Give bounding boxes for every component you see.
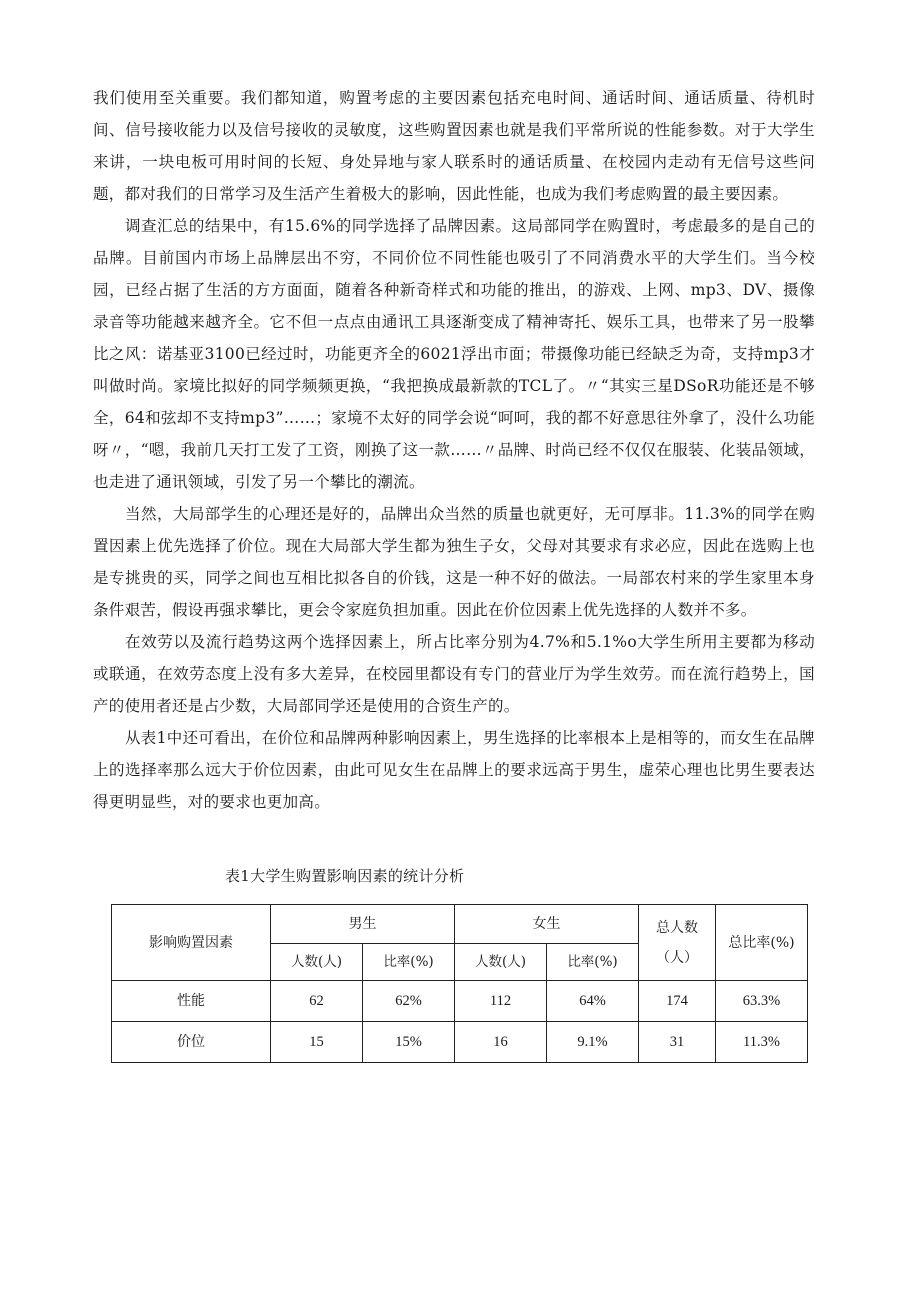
header-male-count: 人数(人) — [271, 944, 363, 981]
statistics-table — [111, 904, 808, 1063]
row-male-count: 62 — [271, 981, 363, 1022]
row-factor: 性能 — [112, 981, 271, 1022]
row-male-count: 15 — [271, 1022, 363, 1063]
document-body — [93, 82, 815, 818]
paragraph-gender-comparison: 从表1中还可看出，在价位和品牌两种影响因素上，男生选择的比率根本上是相等的，而女生在品牌上的选择率那么远大于价位因素，由此可见女生在品牌上的要求远高于男生，虚荣心理也比男生要表达得更明显些，对的要求也更加高。 — [93, 729, 815, 811]
row-male-rate: 62% — [363, 981, 455, 1022]
row-female-rate: 9.1% — [547, 1022, 639, 1063]
row-factor: 价位 — [112, 1022, 271, 1063]
table-caption: 表1大学生购置影响因素的统计分析 — [225, 867, 465, 885]
row-total-rate: 11.3% — [716, 1022, 808, 1063]
paragraph-service-trend: 在效劳以及流行趋势这两个选择因素上，所占比率分别为4.7%和5.1%o大学生所用主要都为移动或联通，在效劳态度上没有多大差异，在校园里都设有专门的营业厅为学生效劳。而在流行趋势上，国产的使用者还是占少数，大局部同学还是使用的合资生产的。 — [93, 633, 815, 715]
paragraph-brand: 调查汇总的结果中，有15.6%的同学选择了品牌因素。这局部同学在购置时，考虑最多的是自己的品牌。目前国内市场上品牌层出不穷，不同价位不同性能也吸引了不同消费水平的大学生们。当今校园，已经占据了生活的方方面面，随着各种新奇样式和功能的推出，的游戏、上网、mp3、DV、摄像录音等功能越来越齐全。它不但一点点由通讯工具逐渐变成了精神寄托、娱乐工具，也带来了另一股攀比之风：诺基亚3100已经过时，功能更齐全的6021浮出市面；带摄像功能已经缺乏为奇，支持mp3才叫做时尚。家境比拟好的同学频频更换，“我把换成最新款的TCL了。〃“其实三星DSoR功能还是不够全，64和弦却不支持mp3”……；家境不太好的同学会说“呵呵，我的都不好意思往外拿了，没什么功能呀〃，“嗯，我前几天打工发了工资，刚换了这一款……〃品牌、时尚已经不仅仅在服装、化装品领域，也走进了通讯领域，引发了另一个攀比的潮流。 — [93, 217, 815, 491]
row-male-rate: 15% — [363, 1022, 455, 1063]
header-factor: 影响购置因素 — [112, 905, 271, 981]
row-female-count: 16 — [455, 1022, 547, 1063]
row-total-count: 174 — [639, 981, 716, 1022]
row-female-count: 112 — [455, 981, 547, 1022]
paragraph-price: 当然，大局部学生的心理还是好的，品牌出众当然的质量也就更好，无可厚非。11.3%的同学在购置因素上优先选择了价位。现在大局部大学生都为独生子女，父母对其要求有求必应，因此在选购上也是专挑贵的买，同学之间也互相比拟各自的价钱，这是一种不好的做法。一局部农村来的学生家里本身条件艰苦，假设再强求攀比，更会令家庭负担加重。因此在价位因素上优先选择的人数并不多。 — [93, 505, 815, 619]
header-female: 女生 — [455, 905, 639, 944]
row-female-rate: 64% — [547, 981, 639, 1022]
row-total-count: 31 — [639, 1022, 716, 1063]
header-male: 男生 — [271, 905, 455, 944]
header-total-rate: 总比率(%) — [716, 905, 808, 981]
row-total-rate: 63.3% — [716, 981, 808, 1022]
table-row — [112, 981, 808, 1022]
paragraph-performance: 我们使用至关重要。我们都知道，购置考虑的主要因素包括充电时间、通话时间、通话质量、待机时间、信号接收能力以及信号接收的灵敏度，这些购置因素也就是我们平常所说的性能参数。对于大学生来讲，一块电板可用时间的长短、身处异地与家人联系时的通话质量、在校园内走动有无信号这些问题，都对我们的日常学习及生活产生着极大的影响，因此性能，也成为我们考虑购置的最主要因素。 — [93, 89, 815, 203]
header-female-count: 人数(人) — [455, 944, 547, 981]
header-total-count: 总人数（人） — [639, 905, 716, 981]
table-header-row — [112, 905, 808, 944]
header-male-rate: 比率(%) — [363, 944, 455, 981]
header-female-rate: 比率(%) — [547, 944, 639, 981]
table-row — [112, 1022, 808, 1063]
